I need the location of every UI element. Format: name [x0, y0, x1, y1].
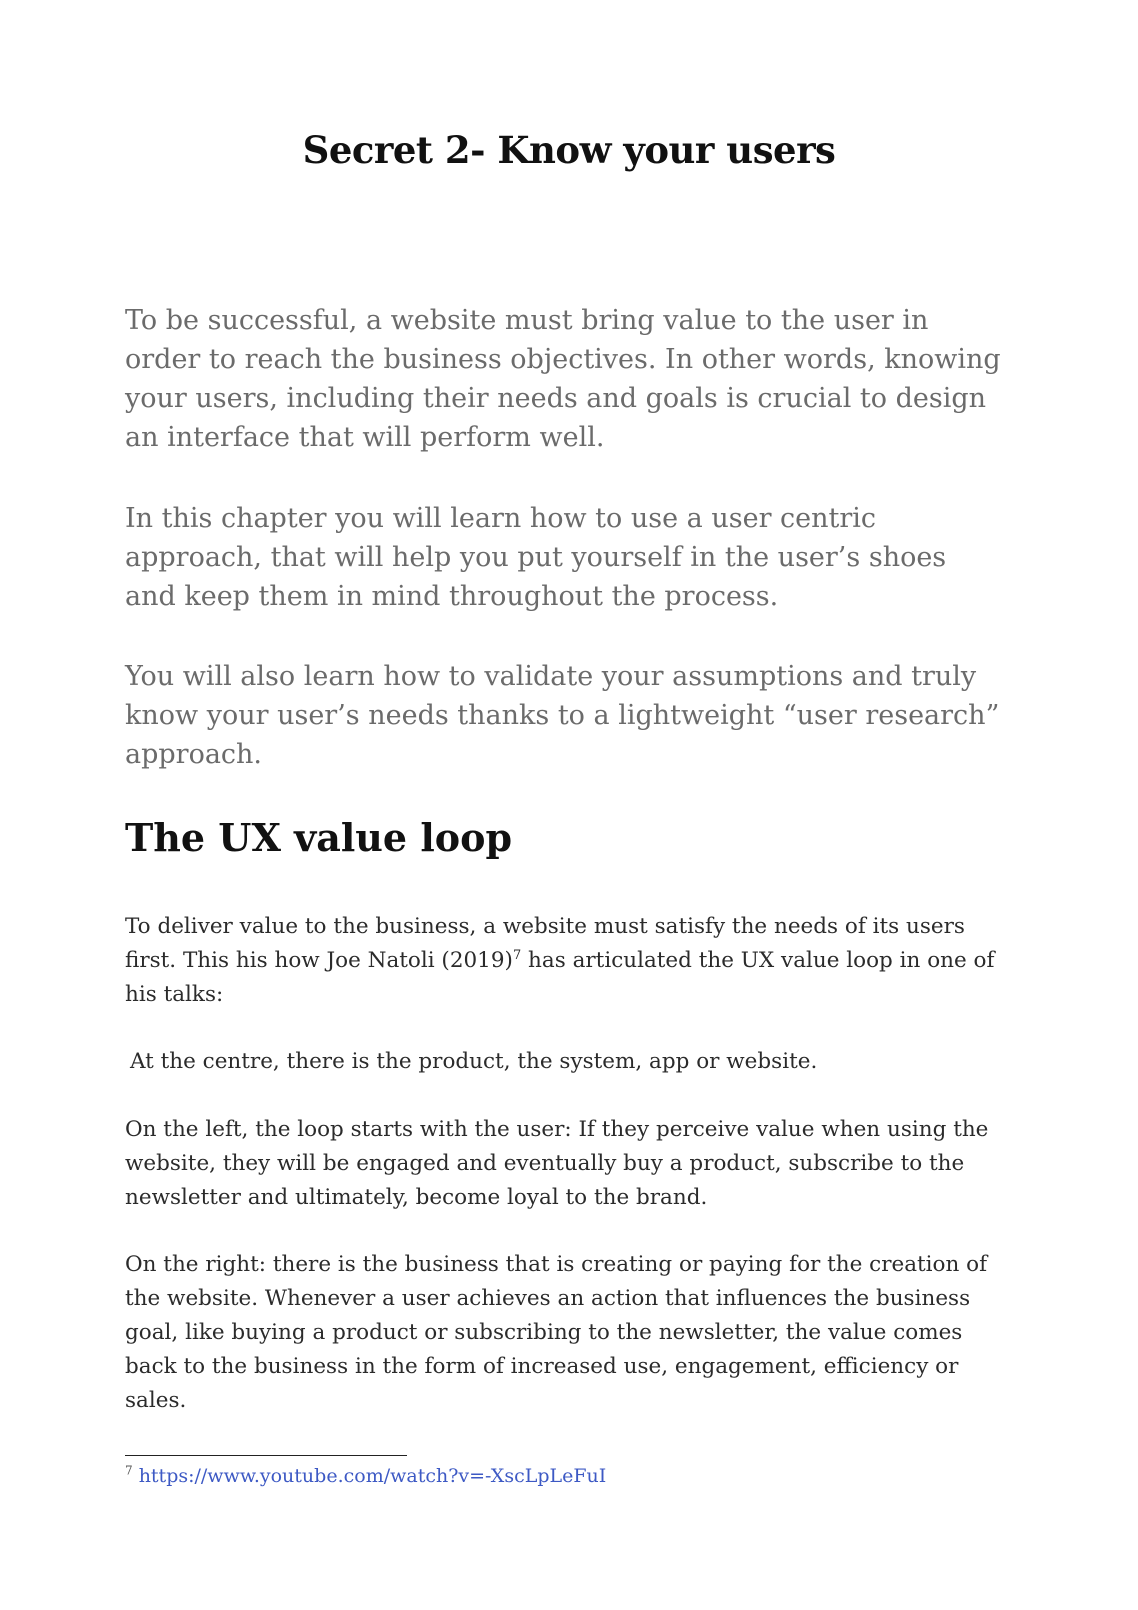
body-paragraph-3: On the left, the loop starts with the user: If they perceive value when using the website, they will be engaged and eventually buy a product, subscribe to the newsletter and ultimately, become loyal to the brand.	[125, 1117, 989, 1210]
body-paragraph-1-text-end: has articulated the UX value loop in one of his talks:	[125, 948, 995, 1007]
footnote-reference[interactable]: 7	[512, 947, 522, 963]
intro-paragraph-3: You will also learn how to validate your assumptions and truly know your user’s needs thanks to a lightweight “user research” approach.	[125, 661, 1000, 770]
footnote-link[interactable]: https://www.youtube.com/watch?v=-XscLpLeFuI	[138, 1465, 607, 1487]
intro-paragraph-2: In this chapter you will learn how to use a user centric approach, that will help you put yourself in the user’s shoes and keep them in mind throughout the process.	[125, 503, 947, 612]
body-paragraph-1-text-start: To deliver value to the business, a website must satisfy the needs of its users first. This his how Joe Natoli (2019)	[125, 914, 965, 973]
intro-paragraph-1: To be successful, a website must bring value to the user in order to reach the business objectives. In other words, knowing your users, including their needs and goals is crucial to design an interface that will perform well.	[125, 305, 1001, 453]
body-paragraph-4: On the right: there is the business that is creating or paying for the creation of the website. Whenever a user achieves an action that influences the business goal, like buying a product or subscribing to the newsletter, the value comes back to the business in the form of increased use, engagement, efficiency or sales.	[125, 1252, 988, 1413]
section-heading: The UX value loop	[125, 815, 513, 860]
footnote-number: 7	[125, 1463, 133, 1478]
chapter-title: Secret 2- Know your users	[302, 128, 836, 172]
body-paragraph-2: At the centre, there is the product, the system, app or website.	[130, 1049, 818, 1074]
footnote-divider	[125, 1455, 407, 1456]
body-paragraph-1	[125, 910, 1015, 1012]
footnote	[125, 1465, 606, 1487]
